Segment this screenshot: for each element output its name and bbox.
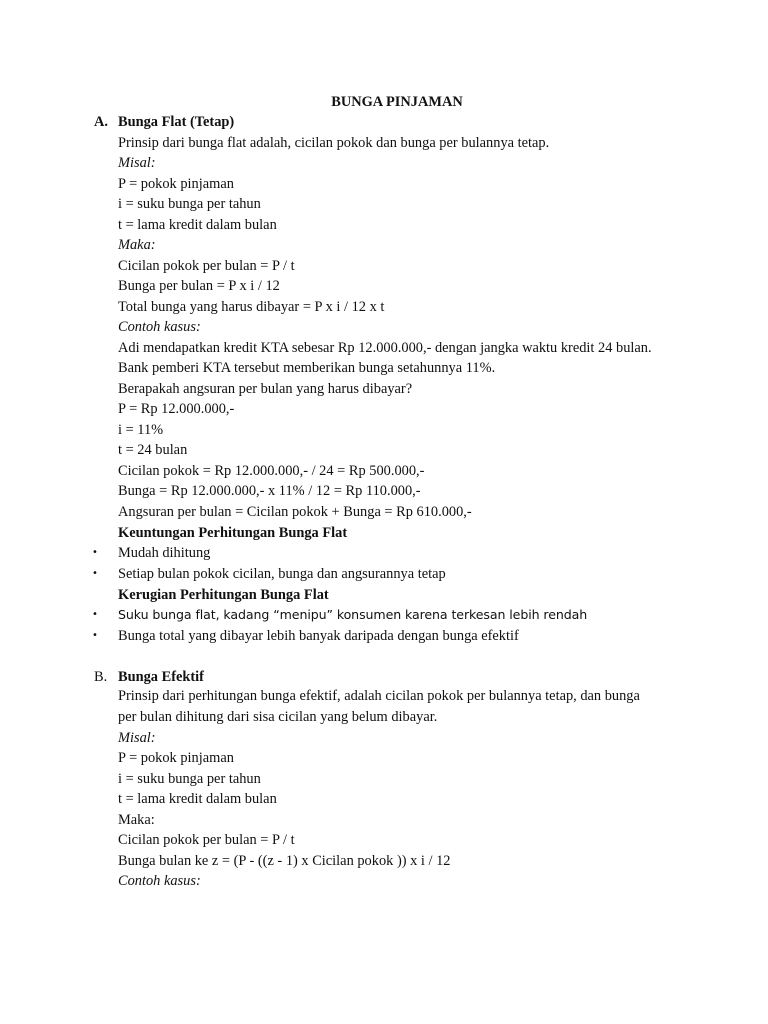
- section-a-case-line: P = Rp 12.000.000,-: [118, 401, 235, 417]
- bullet-icon: •: [92, 609, 98, 620]
- section-b-maka-label: Maka:: [118, 812, 155, 828]
- section-a-case-line: Bank pemberi KTA tersebut memberikan bunga setahunnya 11%.: [118, 360, 496, 376]
- section-b-intro-line: per bulan dihitung dari sisa cicilan yang belum dibayar.: [118, 709, 438, 725]
- section-a-case-line: Bunga = Rp 12.000.000,- x 11% / 12 = Rp 110.000,-: [118, 483, 421, 499]
- section-b-misal-label: Misal:: [118, 730, 156, 746]
- section-a-formula: Cicilan pokok per bulan = P / t: [118, 258, 295, 274]
- section-b-formula: Cicilan pokok per bulan = P / t: [118, 832, 295, 848]
- kerugian-item: Bunga total yang dibayar lebih banyak daripada dengan bunga efektif: [118, 628, 519, 644]
- bullet-icon: •: [92, 630, 98, 641]
- section-a-misal-label: Misal:: [118, 155, 156, 171]
- section-b-variable: t = lama kredit dalam bulan: [118, 791, 277, 807]
- section-a-case-line: Berapakah angsuran per bulan yang harus dibayar?: [118, 381, 413, 397]
- section-b-variable: P = pokok pinjaman: [118, 750, 234, 766]
- section-a-maka-label: Maka:: [118, 237, 156, 253]
- keuntungan-heading: Keuntungan Perhitungan Bunga Flat: [118, 525, 348, 541]
- section-b-heading: Bunga Efektif: [118, 669, 204, 685]
- section-a-case-line: Cicilan pokok = Rp 12.000.000,- / 24 = Rp 500.000,-: [118, 463, 425, 479]
- section-a-marker: A.: [94, 114, 108, 130]
- section-b-contoh-label: Contoh kasus:: [118, 873, 201, 889]
- section-b-intro-line: Prinsip dari perhitungan bunga efektif, adalah cicilan pokok per bulannya tetap, dan bunga: [118, 688, 640, 704]
- section-a-variable: P = pokok pinjaman: [118, 176, 234, 192]
- section-a-case-line: Angsuran per bulan = Cicilan pokok + Bunga = Rp 610.000,-: [118, 504, 472, 520]
- section-a-variable: i = suku bunga per tahun: [118, 196, 261, 212]
- section-b-marker: B.: [94, 669, 108, 685]
- section-a-formula: Bunga per bulan = P x i / 12: [118, 278, 280, 294]
- section-a-case-line: i = 11%: [118, 422, 164, 438]
- section-a-heading: Bunga Flat (Tetap): [118, 114, 235, 130]
- bullet-icon: •: [92, 547, 98, 558]
- section-a-contoh-label: Contoh kasus:: [118, 319, 201, 335]
- section-a-formula: Total bunga yang harus dibayar = P x i / 12 x t: [118, 299, 385, 315]
- kerugian-item: Suku bunga flat, kadang “menipu” konsumen karena terkesan lebih rendah: [118, 607, 588, 622]
- document-title: BUNGA PINJAMAN: [331, 94, 463, 110]
- keuntungan-item: Mudah dihitung: [118, 545, 211, 561]
- section-a-case-line: Adi mendapatkan kredit KTA sebesar Rp 12.000.000,- dengan jangka waktu kredit 24 bulan.: [118, 340, 652, 356]
- kerugian-heading: Kerugian Perhitungan Bunga Flat: [118, 587, 329, 603]
- bullet-icon: •: [92, 568, 98, 579]
- section-a-intro: Prinsip dari bunga flat adalah, cicilan pokok dan bunga per bulannya tetap.: [118, 135, 550, 151]
- section-a-case-line: t = 24 bulan: [118, 442, 188, 458]
- section-b-formula: Bunga bulan ke z = (P - ((z - 1) x Cicilan pokok )) x i / 12: [118, 853, 451, 869]
- section-b-variable: i = suku bunga per tahun: [118, 771, 261, 787]
- section-a-variable: t = lama kredit dalam bulan: [118, 217, 277, 233]
- keuntungan-item: Setiap bulan pokok cicilan, bunga dan angsurannya tetap: [118, 566, 446, 582]
